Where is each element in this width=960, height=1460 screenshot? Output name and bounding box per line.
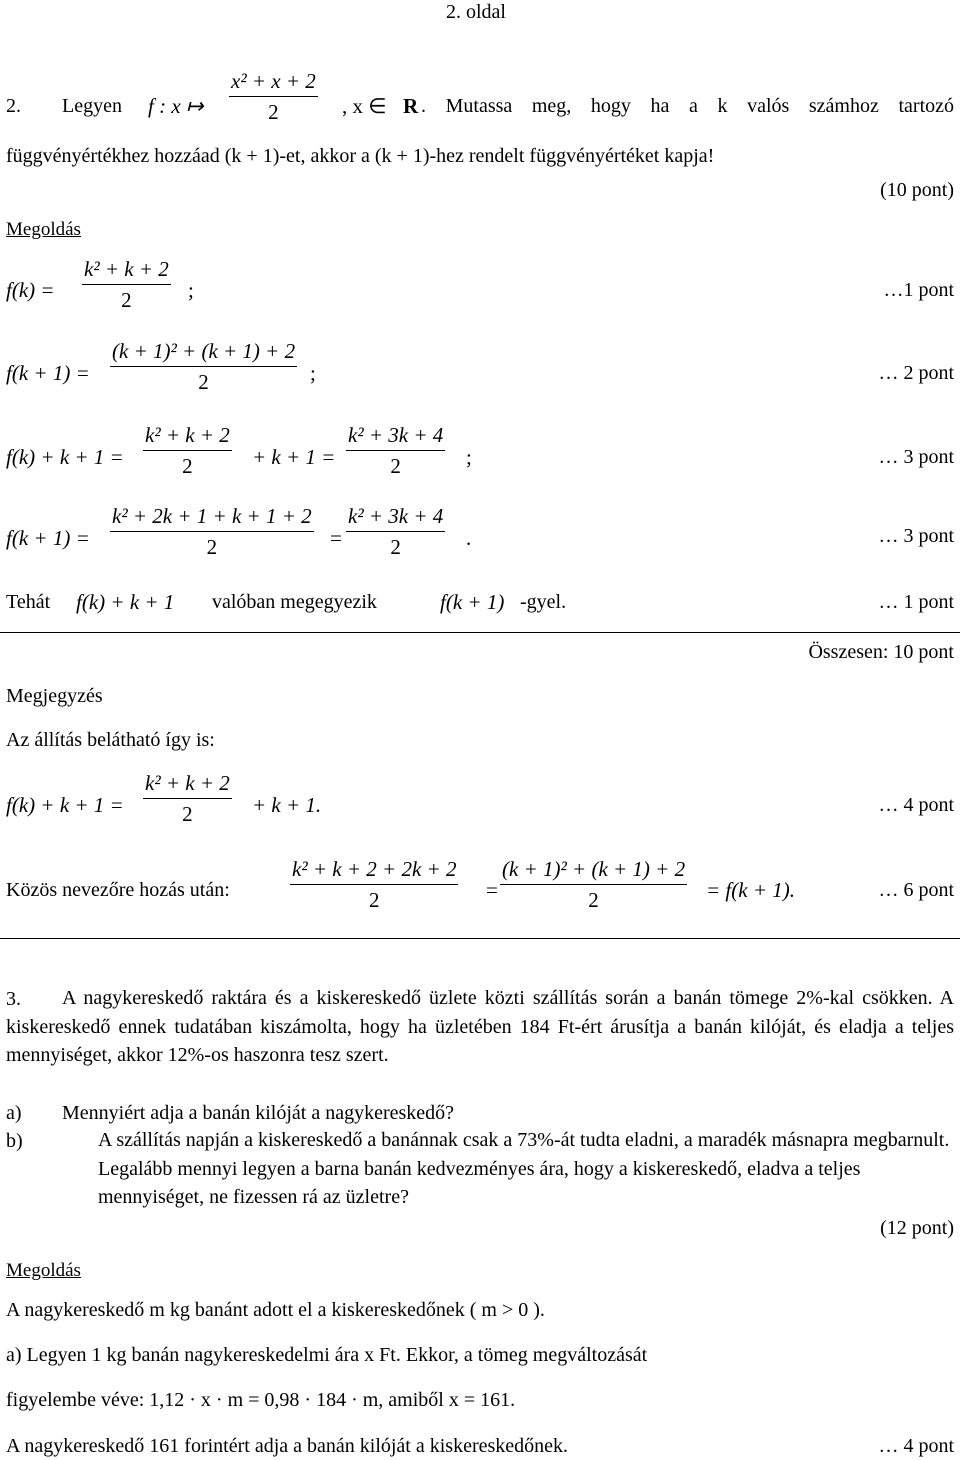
- eq3-denominator-2: 2: [390, 454, 401, 479]
- task-3-paragraph: A nagykereskedő raktára és a kiskereskedő üzlete közti szállítás során a banán tömege 2%-kal csökken. A kiskereskedő ennek tudatában kiszámolta, hogy ha üzletében 184 Ft-ért árusítja a banán kilóját, és eladja a teljes mennyiséget, akkor 12%-os haszonra tesz szert.: [6, 987, 954, 1067]
- task-3-solution-line-2: a) Legyen 1 kg banán nagykereskedelmi ára x Ft. Ekkor, a tömeg megváltozását: [6, 1344, 648, 1366]
- eq4-denominator-2: 2: [390, 535, 401, 560]
- eq2-fraction: [110, 340, 297, 393]
- eq4-numerator-2: k² + 3k + 4: [348, 504, 444, 528]
- eq4-fraction-1: [110, 505, 314, 558]
- eq3-numerator-1: k² + k + 2: [145, 423, 230, 447]
- eq1-tail: ;: [188, 278, 194, 302]
- note-text: Az állítás belátható így is:: [6, 729, 215, 751]
- eq4-numerator-1: k² + 2k + 1 + k + 1 + 2: [112, 504, 312, 528]
- note-eq1-fraction: [143, 772, 232, 825]
- eq4-denominator-1: 2: [206, 535, 218, 560]
- task-3-solution-heading: Megoldás: [6, 1260, 81, 1281]
- total-divider: [0, 632, 960, 633]
- note-eq1-tail: + k + 1.: [252, 793, 322, 817]
- function-definition-fraction: [229, 70, 318, 123]
- task-2-points: (10 pont): [880, 179, 954, 201]
- conclusion-points: … 1 pont: [878, 591, 954, 613]
- function-definition-lhs: f : x ↦: [148, 94, 204, 118]
- note-eq2-tail: = f(k + 1).: [706, 878, 795, 902]
- note-eq2-numerator-1: k² + k + 2 + 2k + 2: [292, 857, 457, 881]
- note-eq2-denominator-2: 2: [588, 888, 599, 913]
- eq4-fraction-2: [346, 505, 445, 558]
- task-2-text-line2: függvényértékhez hozzáad (k + 1)-et, akkor a (k + 1)-hez rendelt függvényértéket kapja!: [6, 145, 715, 167]
- eq3-middle: + k + 1 =: [252, 445, 336, 469]
- conclusion-middle: valóban megegyezik: [212, 591, 377, 613]
- real-numbers-symbol: R: [403, 94, 419, 118]
- eq1-points: …1 pont: [883, 279, 954, 301]
- function-definition-domain: , x ∈: [342, 94, 387, 118]
- note-eq2-fraction-2: [500, 858, 687, 911]
- task-2-number: 2.: [6, 95, 21, 117]
- note-eq1-lhs: f(k) + k + 1 =: [6, 793, 124, 817]
- note-eq2-points: … 6 pont: [878, 879, 954, 901]
- eq2-points: … 2 pont: [878, 362, 954, 384]
- eq2-tail: ;: [310, 361, 316, 385]
- note-eq1-points: … 4 pont: [878, 794, 954, 816]
- function-definition-denominator: 2: [268, 100, 279, 125]
- eq3-fraction-2: [346, 424, 445, 477]
- task-3-question-a: Mennyiért adja a banán kilóját a nagykereskedő?: [62, 1102, 455, 1124]
- eq1-denominator: 2: [121, 288, 132, 313]
- eq4-middle: =: [330, 526, 342, 550]
- note-eq1-numerator: k² + k + 2: [145, 771, 230, 795]
- eq2-lhs: f(k + 1) =: [6, 361, 90, 385]
- task-3-number: 3.: [6, 988, 21, 1010]
- task-2-legyen: Legyen: [62, 95, 122, 117]
- note-eq1-denominator: 2: [182, 802, 193, 827]
- eq2-denominator: 2: [198, 370, 209, 395]
- conclusion-end: -gyel.: [520, 591, 567, 613]
- task-2-text-line1: . Mutassa meg, hogy ha a k valós számhoz tartozó: [421, 95, 954, 117]
- total-points: Összesen: 10 pont: [808, 641, 954, 663]
- task-3-solution-line-3: figyelembe véve: 1,12 · x · m = 0,98 · 184 · m, amiből x = 161.: [6, 1389, 516, 1411]
- task-3-question-b: A szállítás napján a kiskereskedő a banánnak csak a 73%-át tudta eladni, a maradék másnapra megbarnult. Legalább mennyi legyen a barna banán kedvezményes ára, hogy a kiskereskedő, eladva a teljes mennyiséget, ne fizessen rá az üzletre?: [98, 1129, 950, 1209]
- eq2-numerator: (k + 1)² + (k + 1) + 2: [112, 339, 296, 363]
- note-eq2-equals: =: [486, 878, 498, 902]
- task-3-question-a-label: a): [6, 1102, 22, 1124]
- eq3-lhs: f(k) + k + 1 =: [6, 445, 124, 469]
- conclusion-tehat: Tehát: [6, 591, 51, 613]
- page-label: 2. oldal: [446, 1, 506, 23]
- eq4-tail: .: [466, 526, 472, 550]
- eq3-tail: ;: [466, 445, 472, 469]
- note-eq2-denominator-1: 2: [368, 888, 380, 913]
- task-divider: [0, 938, 960, 939]
- eq3-points: … 3 pont: [878, 446, 954, 468]
- conclusion-expr-1: f(k) + k + 1: [76, 590, 175, 614]
- task-3-solution-line-4: A nagykereskedő 161 forintért adja a banán kilóját a kiskereskedőnek.: [6, 1435, 569, 1457]
- task-3-solution-points: … 4 pont: [878, 1435, 954, 1457]
- eq3-fraction-1: [143, 424, 232, 477]
- function-definition-numerator: x² + x + 2: [231, 69, 316, 93]
- eq1-fraction: [82, 258, 171, 311]
- eq3-denominator-1: 2: [182, 454, 193, 479]
- conclusion-expr-2: f(k + 1): [440, 590, 505, 614]
- note-heading: Megjegyzés: [6, 685, 103, 707]
- eq3-numerator-2: k² + 3k + 4: [348, 423, 444, 447]
- note-eq2-numerator-2: (k + 1)² + (k + 1) + 2: [502, 857, 686, 881]
- eq1-numerator: k² + k + 2: [84, 257, 169, 281]
- task-3-points: (12 pont): [880, 1217, 954, 1239]
- note-eq2-text: Közös nevezőre hozás után:: [6, 879, 230, 901]
- eq1-lhs: f(k) =: [6, 278, 55, 302]
- eq4-points: … 3 pont: [878, 525, 954, 547]
- note-eq2-fraction-1: [290, 858, 458, 911]
- task-3-solution-line-1: A nagykereskedő m kg banánt adott el a kiskereskedőnek ( m > 0 ).: [6, 1299, 545, 1321]
- eq4-lhs: f(k + 1) =: [6, 526, 90, 550]
- solution-heading: Megoldás: [6, 219, 81, 240]
- task-3-question-b-label: b): [6, 1130, 23, 1152]
